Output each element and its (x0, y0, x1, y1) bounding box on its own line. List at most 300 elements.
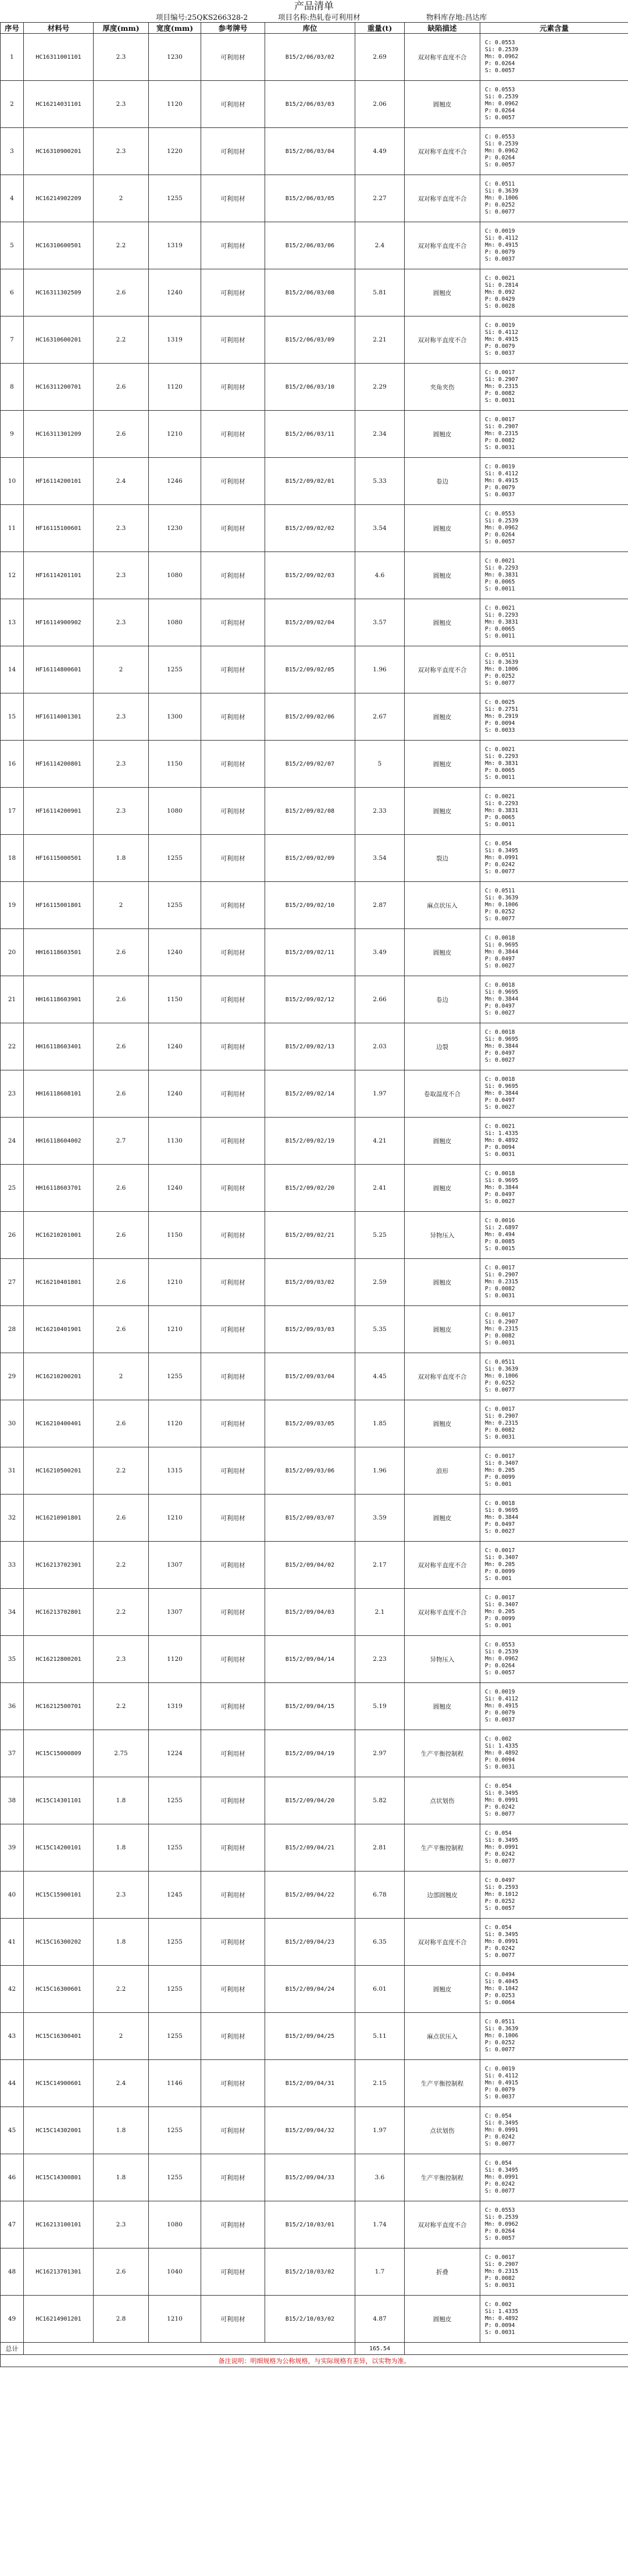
element-line: Mn: 0.4915 (485, 242, 519, 248)
defect-description: 圆翘皮 (405, 505, 480, 552)
element-line: Si: 0.3639 (485, 895, 519, 901)
width: 1146 (149, 2060, 201, 2107)
header-thickness: 厚度(mm) (94, 23, 149, 34)
element-line: C: 0.0553 (485, 134, 515, 140)
element-line: Si: 1.4335 (485, 1743, 519, 1749)
element-line: P: 0.0497 (485, 1003, 515, 1009)
weight: 3.54 (355, 835, 405, 882)
material-number: HC15C14900601 (24, 2060, 94, 2107)
weight: 4.21 (355, 1118, 405, 1165)
storage-bin: B15/2/09/04/33 (265, 2154, 355, 2201)
element-line: C: 0.0019 (485, 464, 515, 470)
table-row (1, 1070, 628, 1118)
element-line: Mn: 0.2315 (485, 430, 519, 437)
defect-description: 圆翘皮 (405, 1683, 480, 1730)
width: 1315 (149, 1447, 201, 1495)
element-line: P: 0.0099 (485, 1474, 515, 1481)
storage-bin: B15/2/09/04/19 (265, 1730, 355, 1777)
width: 1040 (149, 2248, 201, 2296)
defect-description: 双对称平直度不合 (405, 34, 480, 81)
defect-description: 双对称平直度不合 (405, 2201, 480, 2248)
header-defect: 缺陷描述 (405, 23, 480, 34)
defect-description: 圆翘皮 (405, 1495, 480, 1542)
element-line: C: 0.0497 (485, 1877, 515, 1884)
element-content (480, 1023, 628, 1070)
material-number: HC16214901201 (24, 2296, 94, 2343)
element-line: P: 0.0242 (485, 1945, 515, 1952)
defect-description: 双对称平直度不合 (405, 1919, 480, 1966)
element-line: P: 0.0242 (485, 2181, 515, 2187)
element-content (480, 2154, 628, 2201)
element-line: S: 0.0057 (485, 162, 515, 168)
thickness: 2.6 (94, 364, 149, 411)
row-number: 38 (1, 1777, 24, 1824)
storage-bin: B15/2/09/04/20 (265, 1777, 355, 1824)
reference-grade: 可利用材 (201, 81, 265, 128)
header-elements: 元素含量 (480, 23, 628, 34)
element-line: P: 0.0252 (485, 909, 515, 915)
width: 1080 (149, 552, 201, 599)
element-line: Si: 0.9695 (485, 1507, 519, 1514)
element-line: S: 0.0027 (485, 1057, 515, 1063)
storage-bin: B15/2/09/02/12 (265, 976, 355, 1023)
row-number: 20 (1, 929, 24, 976)
storage-bin: B15/2/06/03/02 (265, 34, 355, 81)
row-number: 4 (1, 175, 24, 222)
storage-bin: B15/2/06/03/06 (265, 222, 355, 269)
thickness: 2.3 (94, 505, 149, 552)
element-line: P: 0.0497 (485, 1050, 515, 1056)
element-line: S: 0.001 (485, 1481, 512, 1488)
element-content (480, 505, 628, 552)
defect-description: 生产平衡控制程 (405, 1730, 480, 1777)
material-number: HC16213702301 (24, 1542, 94, 1589)
reference-grade: 可利用材 (201, 599, 265, 646)
width: 1210 (149, 1259, 201, 1306)
element-line: P: 0.0264 (485, 532, 515, 538)
material-number: HH16118603401 (24, 1023, 94, 1070)
thickness: 1.8 (94, 2107, 149, 2154)
thickness: 2.3 (94, 128, 149, 175)
material-number: HC16311200701 (24, 364, 94, 411)
element-line: Si: 0.4112 (485, 329, 519, 336)
element-content (480, 646, 628, 693)
weight: 6.35 (355, 1919, 405, 1966)
storage-bin: B15/2/06/03/10 (265, 364, 355, 411)
element-line: C: 0.0018 (485, 1170, 515, 1177)
element-line: C: 0.002 (485, 1736, 512, 1742)
table-row (1, 1447, 628, 1495)
row-number: 17 (1, 788, 24, 835)
material-number: HC16212500701 (24, 1683, 94, 1730)
element-line: Si: 0.2907 (485, 376, 519, 383)
storage-bin: B15/2/09/04/25 (265, 2013, 355, 2060)
element-line: Si: 0.2907 (485, 424, 519, 430)
total-row (1, 2343, 628, 2355)
element-line: Mn: 0.3831 (485, 807, 519, 814)
element-line: C: 0.0017 (485, 417, 515, 423)
element-line: P: 0.0252 (485, 202, 515, 208)
header-location: 库位 (265, 23, 355, 34)
project-number: 项目编号:25QKS266328-2 (156, 13, 248, 22)
thickness: 2.6 (94, 1165, 149, 1212)
element-line: C: 0.054 (485, 1830, 512, 1837)
defect-description: 点状划伤 (405, 2107, 480, 2154)
element-line: Si: 0.3495 (485, 2120, 519, 2126)
table-row (1, 1023, 628, 1070)
element-line: Mn: 0.3831 (485, 760, 519, 767)
material-number: HC16310600501 (24, 222, 94, 269)
row-number: 30 (1, 1400, 24, 1447)
defect-description: 折叠 (405, 2248, 480, 2296)
width: 1255 (149, 2107, 201, 2154)
element-content (480, 1589, 628, 1636)
material-number: HC16210201001 (24, 1212, 94, 1259)
defect-description: 圆翘皮 (405, 741, 480, 788)
material-number: HF16114201101 (24, 552, 94, 599)
element-line: S: 0.0031 (485, 1434, 515, 1440)
width: 1150 (149, 976, 201, 1023)
row-number: 41 (1, 1919, 24, 1966)
thickness: 2 (94, 882, 149, 929)
element-line: C: 0.0018 (485, 1029, 515, 1036)
table-row (1, 552, 628, 599)
defect-description: 点状划伤 (405, 1777, 480, 1824)
thickness: 1.8 (94, 1824, 149, 1871)
thickness: 2.2 (94, 316, 149, 364)
row-number: 5 (1, 222, 24, 269)
element-line: C: 0.0021 (485, 558, 515, 564)
element-line: Mn: 0.3844 (485, 1184, 519, 1191)
table-row (1, 2154, 628, 2201)
row-number: 19 (1, 882, 24, 929)
element-content (480, 411, 628, 458)
element-content (480, 2296, 628, 2343)
reference-grade: 可利用材 (201, 269, 265, 316)
element-line: Mn: 0.0991 (485, 2127, 519, 2133)
storage-bin: B15/2/06/03/04 (265, 128, 355, 175)
width: 1080 (149, 788, 201, 835)
row-number: 12 (1, 552, 24, 599)
element-line: S: 0.0037 (485, 350, 515, 357)
element-line: S: 0.001 (485, 1575, 512, 1582)
element-line: C: 0.0553 (485, 511, 515, 517)
element-line: S: 0.0031 (485, 444, 515, 451)
material-number: HH16118603701 (24, 1165, 94, 1212)
note-row (1, 2355, 628, 2367)
element-content (480, 1353, 628, 1400)
width: 1210 (149, 2296, 201, 2343)
material-number: HC15C16300601 (24, 1966, 94, 2013)
defect-description: 圆翘皮 (405, 1966, 480, 2013)
element-line: C: 0.0018 (485, 1076, 515, 1083)
material-number: HF16114200801 (24, 741, 94, 788)
element-line: S: 0.0011 (485, 633, 515, 639)
row-number: 33 (1, 1542, 24, 1589)
element-line: C: 0.0018 (485, 935, 515, 941)
element-content (480, 1212, 628, 1259)
defect-description: 生产平衡控制程 (405, 2060, 480, 2107)
element-content (480, 1165, 628, 1212)
storage-bin: B15/2/10/03/02 (265, 2248, 355, 2296)
element-content (480, 693, 628, 741)
element-line: S: 0.0077 (485, 1387, 515, 1393)
element-line: C: 0.0019 (485, 2066, 515, 2072)
element-line: Mn: 0.1006 (485, 195, 519, 201)
weight: 3.6 (355, 2154, 405, 2201)
element-line: Mn: 0.2315 (485, 1326, 519, 1332)
element-line: S: 0.0037 (485, 1717, 515, 1723)
element-line: Si: 0.2539 (485, 141, 519, 147)
element-content (480, 1259, 628, 1306)
material-number: HC15C14302001 (24, 2107, 94, 2154)
row-number: 8 (1, 364, 24, 411)
element-line: Si: 2.6897 (485, 1225, 519, 1231)
defect-description: 圆翘皮 (405, 1400, 480, 1447)
reference-grade: 可利用材 (201, 1023, 265, 1070)
element-line: Si: 0.4112 (485, 471, 519, 477)
weight: 2.41 (355, 1165, 405, 1212)
element-line: C: 0.054 (485, 1783, 512, 1789)
element-line: S: 0.0057 (485, 115, 515, 121)
thickness: 2 (94, 2013, 149, 2060)
element-line: Si: 0.3639 (485, 188, 519, 194)
element-line: P: 0.0079 (485, 249, 515, 255)
row-number: 1 (1, 34, 24, 81)
material-number: HC16213701301 (24, 2248, 94, 2296)
storage-bin: B15/2/09/02/19 (265, 1118, 355, 1165)
element-line: C: 0.0021 (485, 1123, 515, 1130)
weight: 1.96 (355, 1447, 405, 1495)
storage-bin: B15/2/09/04/21 (265, 1824, 355, 1871)
table-row (1, 1259, 628, 1306)
row-number: 2 (1, 81, 24, 128)
defect-description: 圆翘皮 (405, 1259, 480, 1306)
element-line: Mn: 0.0962 (485, 2221, 519, 2228)
table-row (1, 364, 628, 411)
element-line: P: 0.0094 (485, 1757, 515, 1763)
thickness: 2.7 (94, 1118, 149, 1165)
material-number: HC15C15900101 (24, 1871, 94, 1919)
element-line: C: 0.0019 (485, 228, 515, 234)
material-number: HF16114001301 (24, 693, 94, 741)
reference-grade: 可利用材 (201, 2248, 265, 2296)
thickness: 2.2 (94, 1683, 149, 1730)
material-number: HC16311001101 (24, 34, 94, 81)
element-content (480, 2201, 628, 2248)
element-line: Mn: 0.4892 (485, 2315, 519, 2322)
element-line: S: 0.0077 (485, 2141, 515, 2147)
element-line: Mn: 0.3844 (485, 1514, 519, 1521)
element-line: S: 0.0011 (485, 774, 515, 781)
row-number: 47 (1, 2201, 24, 2248)
element-content (480, 741, 628, 788)
material-number: HC15C14200101 (24, 1824, 94, 1871)
thickness: 2.6 (94, 1023, 149, 1070)
element-line: Si: 0.2293 (485, 753, 519, 760)
element-line: S: 0.0037 (485, 492, 515, 498)
row-number: 46 (1, 2154, 24, 2201)
table-row (1, 2201, 628, 2248)
element-line: Si: 0.3495 (485, 1931, 519, 1938)
element-line: S: 0.0031 (485, 2282, 515, 2289)
width: 1255 (149, 175, 201, 222)
element-line: C: 0.0553 (485, 1642, 515, 1648)
element-line: Mn: 0.3844 (485, 996, 519, 1002)
table-row (1, 788, 628, 835)
element-line: S: 0.0011 (485, 821, 515, 828)
weight: 2.4 (355, 222, 405, 269)
element-line: P: 0.0099 (485, 1616, 515, 1622)
weight: 4.49 (355, 128, 405, 175)
row-number: 31 (1, 1447, 24, 1495)
storage-location: 物料库存地:昌达库 (426, 13, 487, 22)
reference-grade: 可利用材 (201, 835, 265, 882)
thickness: 2.6 (94, 1259, 149, 1306)
element-line: S: 0.0031 (485, 1293, 515, 1299)
element-content (480, 788, 628, 835)
storage-bin: B15/2/09/03/02 (265, 1259, 355, 1306)
weight: 5.33 (355, 458, 405, 505)
element-line: C: 0.0494 (485, 1972, 515, 1978)
row-number: 45 (1, 2107, 24, 2154)
table-row (1, 646, 628, 693)
element-line: P: 0.0079 (485, 343, 515, 350)
element-line: C: 0.0021 (485, 794, 515, 800)
reference-grade: 可利用材 (201, 1165, 265, 1212)
element-line: P: 0.0079 (485, 1710, 515, 1716)
element-line: P: 0.0082 (485, 1333, 515, 1339)
thickness: 2.3 (94, 1636, 149, 1683)
row-number: 21 (1, 976, 24, 1023)
element-line: P: 0.0242 (485, 862, 515, 868)
element-content (480, 2107, 628, 2154)
row-number: 18 (1, 835, 24, 882)
storage-bin: B15/2/09/04/15 (265, 1683, 355, 1730)
table-row (1, 1400, 628, 1447)
element-line: C: 0.0021 (485, 275, 515, 282)
element-line: Si: 0.3639 (485, 1366, 519, 1372)
element-line: Si: 0.2293 (485, 612, 519, 618)
reference-grade: 可利用材 (201, 2013, 265, 2060)
element-line: P: 0.0253 (485, 1993, 515, 1999)
reference-grade: 可利用材 (201, 1683, 265, 1730)
product-table (0, 22, 628, 2367)
width: 1240 (149, 929, 201, 976)
table-row (1, 1118, 628, 1165)
row-number: 29 (1, 1353, 24, 1400)
element-line: S: 0.0011 (485, 586, 515, 592)
storage-bin: B15/2/09/02/14 (265, 1070, 355, 1118)
element-line: Mn: 0.3844 (485, 1090, 519, 1097)
element-line: Si: 0.2539 (485, 518, 519, 524)
element-content (480, 34, 628, 81)
element-line: C: 0.0511 (485, 1359, 515, 1365)
element-line: Si: 0.3495 (485, 848, 519, 854)
element-line: Si: 0.3407 (485, 1602, 519, 1608)
element-line: S: 0.0077 (485, 1811, 515, 1817)
width: 1120 (149, 364, 201, 411)
storage-bin: B15/2/09/03/06 (265, 1447, 355, 1495)
row-number: 22 (1, 1023, 24, 1070)
width: 1307 (149, 1542, 201, 1589)
thickness: 2.3 (94, 34, 149, 81)
storage-bin: B15/2/10/03/02 (265, 2296, 355, 2343)
defect-description: 圆翘皮 (405, 2296, 480, 2343)
element-line: Si: 0.2907 (485, 1319, 519, 1325)
thickness: 2.6 (94, 2248, 149, 2296)
storage-bin: B15/2/09/04/14 (265, 1636, 355, 1683)
row-number: 39 (1, 1824, 24, 1871)
element-line: Si: 0.9695 (485, 1177, 519, 1184)
element-line: P: 0.0065 (485, 626, 515, 632)
element-line: P: 0.0065 (485, 814, 515, 821)
material-number: HC16212800201 (24, 1636, 94, 1683)
element-line: C: 0.0511 (485, 888, 515, 894)
width: 1210 (149, 1306, 201, 1353)
material-number: HC16210400401 (24, 1400, 94, 1447)
element-line: Si: 0.3639 (485, 659, 519, 666)
width: 1130 (149, 1118, 201, 1165)
storage-bin: B15/2/09/02/06 (265, 693, 355, 741)
defect-description: 圆翘皮 (405, 81, 480, 128)
weight: 2.03 (355, 1023, 405, 1070)
material-number: HF16114200101 (24, 458, 94, 505)
element-line: Mn: 0.0962 (485, 525, 519, 531)
element-line: C: 0.0018 (485, 1500, 515, 1507)
material-number: HC16311301209 (24, 411, 94, 458)
total-weight: 165.54 (355, 2343, 405, 2355)
row-number: 15 (1, 693, 24, 741)
element-content (480, 552, 628, 599)
element-line: Mn: 0.2315 (485, 2268, 519, 2275)
element-line: P: 0.0242 (485, 2134, 515, 2140)
element-line: C: 0.0017 (485, 1265, 515, 1271)
thickness: 2 (94, 1353, 149, 1400)
material-number: HF16115000501 (24, 835, 94, 882)
element-line: C: 0.0511 (485, 2019, 515, 2025)
thickness: 2.6 (94, 976, 149, 1023)
element-line: P: 0.0082 (485, 1286, 515, 1292)
material-number: HC16311302509 (24, 269, 94, 316)
defect-description: 生产平衡控制程 (405, 1824, 480, 1871)
element-line: S: 0.0028 (485, 303, 515, 309)
reference-grade: 可利用材 (201, 1919, 265, 1966)
defect-description: 裂边 (405, 835, 480, 882)
table-row (1, 976, 628, 1023)
width: 1255 (149, 1824, 201, 1871)
element-line: C: 0.0017 (485, 369, 515, 376)
element-content (480, 1824, 628, 1871)
reference-grade: 可利用材 (201, 1447, 265, 1495)
element-line: S: 0.0027 (485, 1010, 515, 1016)
element-line: Si: 0.2293 (485, 565, 519, 571)
element-line: Si: 0.2907 (485, 2261, 519, 2268)
weight: 2.06 (355, 81, 405, 128)
element-line: Mn: 0.1012 (485, 1891, 519, 1898)
reference-grade: 可利用材 (201, 1212, 265, 1259)
reference-grade: 可利用材 (201, 1070, 265, 1118)
element-line: P: 0.0094 (485, 2322, 515, 2329)
reference-grade: 可利用材 (201, 929, 265, 976)
thickness: 2.4 (94, 458, 149, 505)
row-number: 37 (1, 1730, 24, 1777)
table-row (1, 2248, 628, 2296)
material-number: HC15C16300202 (24, 1919, 94, 1966)
element-line: P: 0.0264 (485, 61, 515, 67)
element-line: S: 0.0031 (485, 2329, 515, 2336)
reference-grade: 可利用材 (201, 646, 265, 693)
